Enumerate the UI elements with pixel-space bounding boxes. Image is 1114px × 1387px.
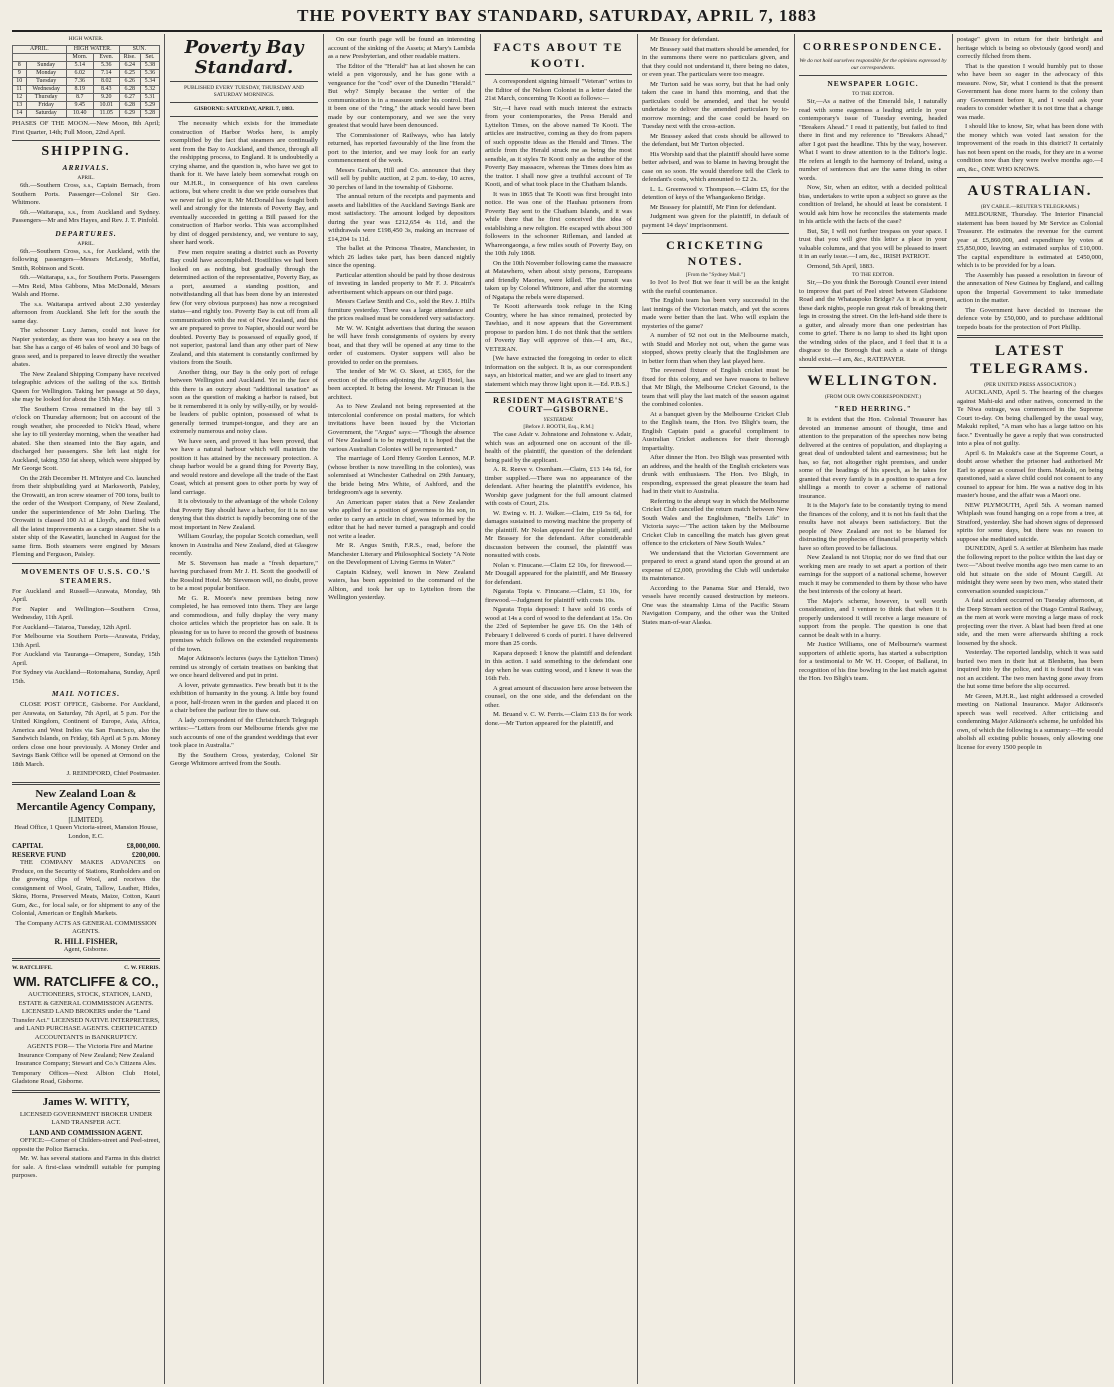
editorial-paragraph: Few men require seating a district such as Poverty Bay could have accomplished. Hostilities we had been looked on as nothing, but gradually through the determined action of the representative, Poverty Bay, as a port, assumed a standing position, and notwithstanding all that has been done by an interested few (for very obvious purposes) has now a recognised status—and rightly too. Poverty Bay is cut off from all communication with the rest of New Zealand, and this we are prepared to prove to Napier, should our word be doubted. Poverty Bay is possessed of equally good, if not superior, pastoral land than any other part of New Zealand, and this statement is constantly confirmed by visitors from the South. [170, 248, 318, 366]
loan-ad-body: THE COMPANY MAKES ADVANCES on Produce, on the Security of Stations, Runholders and on the growing clips of Wool, and receives the consignment of Wool, Grain, Tallow, Leather, Hides, Skins, Horns, Preserved Meats, Maize, Cotton, Kauri Gum, &c., for local sale, or for shipment to any of the Colonial, American or English Markets. [12, 859, 160, 917]
newspaper-logic-heading: NEWSPAPER LOGIC. [827, 79, 919, 88]
court-paragraph: Mr Brassey asked that costs should be allowed to the defendant, but Mr Turton objected. [642, 132, 789, 148]
tide-cell: 8.7 [66, 94, 93, 102]
tide-cell: Friday [26, 102, 66, 110]
letter-paragraph: Now, Sir, when an editor, with a decided political bias, undertakes to write upon a subject so grave as the condition of Ireland, he should at least be consistent. I would ask him how he reconciles the statements made in his article with the facts of the case? [799, 184, 947, 225]
cricket-paragraph: The reversed fixture of English cricket must be fixed for this colony, and we have reasons to believe that Mr Bligh, the Melbourne Cricket Ground, is the team that will play the last match of the season against the combined colonies. [642, 367, 789, 408]
tide-cell: 9.45 [66, 102, 93, 110]
news-paragraph: Mr S. Stevenson has made a "fresh departure," having purchased from Mr J. H. Scott the goodwill of the Rosslind Hotel. Mr Stevenson will, no doubt, prove to be a most popular boniface. [170, 559, 318, 592]
tide-cell: 6.02 [66, 70, 93, 78]
cricket-paragraph: According to the Panama Star and Herald, two vessels have recently caused destruction by meteors. One was the steamship Lima of the Pacific Steam Navigation Company, and the other was the United States man-of-war Alaska. [642, 584, 789, 626]
letter-paragraph: postage" given in return for their birthright and heritage which is being so obviously (good word) and correctly filched from them. [957, 36, 1103, 60]
australian-source: (BY CABLE.—REUTER'S TELEGRAMS.) [980, 204, 1080, 210]
column-7 [957, 36, 1103, 1381]
loan-ad-title: New Zealand Loan & Mercantile Agency Company, [16, 787, 156, 813]
ratcliffe-agents: AGENTS FOR— The Victoria Fire and Marine Insurance Company of New Zealand; New Zealand Insurance Company; Stewart and Co.'s Citizens Ales. [15, 1043, 157, 1067]
news-paragraph: The marriage of Lord Henry Gordon Lennox, M.P. (whose brother is now travelling in the colonies), was solemnised at Winchester Cathedral on 29th January, the bride being Mrs White, of Ashford, and the bridegroom's age is seventy. [328, 455, 475, 496]
column-divider [164, 34, 165, 1384]
tide-cell: 10.01 [93, 102, 119, 110]
tide-subheader: Morn. [66, 54, 93, 62]
to-editor: TO THE EDITOR. [851, 272, 894, 278]
tide-cell: Thursday [26, 94, 66, 102]
cricket-paragraph: Io Ivo! Io Ivo! But we fear it will be as the knight with the rueful countenance. [642, 279, 789, 295]
tide-cell: 5.29 [140, 102, 159, 110]
article-paragraph: A correspondent signing himself "Veteran" writes to the Editor of the Nelson Colonist in a letter dated the 21st March, concerning Te Kooti as follows:— [485, 78, 632, 102]
loan-ad-office: Head Office, 1 Queen Victoria-street, Mansion House, London, E.C. [14, 824, 158, 840]
departures-month: APRIL. [77, 240, 95, 247]
article-paragraph: On the 10th November following came the massacre at Matawhero, when about sixty persons, Europeans and friendly Maories, were killed. The pursuit was taken up by Colonel Whitmore, and after the storming of Ngatapa the rebels were dispersed. [485, 259, 632, 301]
tide-cell: 12 [13, 94, 27, 102]
witty-sub: LICENSED GOVERNMENT BROKER UNDER LAND TRANSFER ACT. [19, 1110, 153, 1126]
tide-cell: Sunday [26, 62, 66, 70]
shipping-heading: SHIPPING. [41, 144, 131, 159]
tide-header: APRIL. [13, 46, 67, 54]
cricket-source: [From the "Sydney Mail."] [685, 272, 746, 278]
shipping-news: The schooner Lucy James, could not leave for Napier yesterday, as there was too heavy a sea on the bar. She has a cargo of 46 bales of wool and 30 bags of grass seed, and is prepared to leave directly the weather abates. [12, 327, 160, 368]
uss-item: For Sydney via Auckland—Rotomahana, Sunday, April 15th. [12, 669, 160, 685]
court-paragraph: Ngarata Topia v. Finucane.—Claim, £1 10s, for firewood.—Judgment for plaintiff with costs 10s. [485, 588, 632, 604]
tide-subheader: Even. [93, 54, 119, 62]
wellington-paragraph: Mr Justice Williams, one of Melbourne's warmest supporters of athletic sports, has started a subscription for a testimonial to Mr W. H. Cooper, of Ballarat, in recognition of his fine bowling in the last match against the Hon. Ivo Bligh's team. [799, 641, 947, 682]
news-paragraph: William Gourlay, the popular Scotch comedian, well known in Australia and New Zealand, died at Glasgow recently. [170, 533, 318, 557]
postmaster: J. REINDFORD, Chief Postmaster. [66, 770, 160, 777]
departures-heading: DEPARTURES. [55, 228, 117, 238]
wellington-paragraph: It is evident that the Hon. Colonial Treasurer has devoted an immense amount of thought, time and attention to the preparation of the speeches now being delivered at the centres of population, and displaying a great deal of undoubted talent and earnestness; but he has, so far, not altogether right premises, and under some of the headings of his speech, as he takes for granted that every family is in a position to spare a few shillings a month to cover a scheme of national insurance. [799, 416, 947, 500]
column-1 [12, 36, 160, 1381]
arrival-item: 6th.—Southern Cross, s.s., Captain Bernach, from Southern Ports. Passenger—Colonel Sir Geo. Whitmore. [12, 182, 160, 206]
telegram-paragraph: DUNEDIN, April 5. A settler at Blenheim has made the following report to the police within the last day or two:—"About twelve months ago two men came to an old hut situate on the side of Mount Cargill. At midnight they were seen by two men, who stated their conversation sounded suspicious." [957, 545, 1103, 595]
latest-telegrams-heading: LATEST TELEGRAMS. [970, 343, 1090, 377]
letter-paragraph: That is the question I would humbly put to those who have been so eager in the advocacy of this measure. Now, Sir, what I contend is that the present Government has done more harm to the colony than any Government before it, and I would ask your readers to consider whether it is not time that a change was made. [957, 62, 1103, 121]
tide-cell: 7.14 [93, 70, 119, 78]
tide-row [13, 62, 160, 70]
column-3 [328, 36, 475, 1381]
article-paragraph: It was in 1865 that Te Kooti was first brought into notice. He was one of the Hauhau prisoners from Poverty Bay sent to the Chatham Islands, and it was while there that he first conceived the idea of establishing a new religion. He escaped with about 300 followers in the schooner Rifleman, and landed at Whareongaonga, a few miles south of Poverty Bay, on the 10th July 1868. [485, 190, 632, 257]
to-editor: TO THE EDITOR. [851, 91, 894, 97]
court-paragraph: Mr Brassey for defendant. [650, 36, 720, 43]
tide-cell: 9 [13, 70, 27, 78]
tide-cell: 5.36 [93, 62, 119, 70]
news-paragraph: As to New Zealand not being represented at the intercolonial conference on postal matters, for which invitations have been issued by the Victorian Government, the "Argus" says:—"Though the absence of New Zealand is to be regretted, it is hoped that the various Australian Colonies will be represented." [328, 403, 475, 453]
capital-value: £8,000,000. [126, 842, 160, 850]
tide-cell: 11 [13, 86, 27, 94]
paper-title: Poverty Bay Standard. [184, 37, 304, 78]
tide-row [13, 94, 160, 102]
court-paragraph: Mr Turton said he was sorry, but that he had only taken the case in hand this morning, and that the particulars could be amended, and that he would undertake to deliver the amended particulars by to-morrow morning; and the case could be heard on Tuesday next with the cross-action. [642, 80, 789, 130]
court-heading: RESIDENT MAGISTRATE'S COURT—GISBORNE. [493, 395, 624, 414]
tide-cell: 11.05 [93, 110, 119, 118]
tide-cell: 5.31 [140, 94, 159, 102]
departure-item: 6th.—Southern Cross, s.s., for Auckland, with the following passengers—Messrs McLeody, Moffat, Smith, Robinson and Scott. [12, 247, 160, 272]
editorial-paragraph: Another thing, our Bay is the only port of refuge between Wellington and Auckland. Yet in the face of this there is an outcry about "additional taxation" as soon as the question of making a harbor is raised, but be it remembered it is only by willy-nilly, or by would-be leaders of public opinion, possessed of what is generally termed trumpet-tongue, and they are an extremely numerous and noisy class. [170, 368, 318, 435]
red-herring-heading: "RED HERRING." [834, 404, 912, 413]
loan-agent-place: Agent, Gisborne. [63, 946, 109, 953]
news-paragraph: Captain Kidney, well known in New Zealand waters, has been appointed to the command of the Albion, and took her up to Lyttelton from the Wellington yesterday. [328, 568, 475, 601]
wellington-heading: WELLINGTON. [807, 373, 939, 389]
telegram-paragraph: Yesterday. The reported landslip, which it was said buried two men in their hut at Blenheim, has been inquired into by the police, and it is found that it was not an accident. The two men having gone away from the hut some time before the slip occurred. [957, 649, 1103, 690]
shipping-news: On the 26th December H. M'Intyre and Co. launched from their shipbuilding yard at Marksworth, Paisley, the Orowaiti, an iron screw steamer of 700 tons, built to the order of the Westport Company, of New Zealand, under the superintendence of Mr John Darling. The Orowaiti is classed 100 A1 at Lloyd's, and fitted with all the latest improvements as a cargo steamer. She is a sister ship of the Kawatiri, launched in August for the same firm. Both steamers were engined by Messrs Fleming and Ferguson, Paisley. [12, 474, 160, 558]
court-paragraph: M. Bruand v. C. W. Ferris.—Claim £13 8s for work done.—Mr Turton appeared for the plaintiff, and [485, 711, 632, 727]
tide-cell: 5.14 [66, 62, 93, 70]
column-4 [485, 36, 632, 1381]
column-divider [952, 34, 953, 1384]
witty-foot: Mr. W. has several stations and Farms in this district for sale. A first-class windmill suitable for pumping purposes. [12, 1155, 160, 1179]
departure-item: 6th.—Waitarapa, s.s., for Southern Ports. Passengers—Mrs Reid, Miss Gibbons, Miss McDonald, Messrs Walsh and Horne. [12, 274, 160, 298]
uss-item: For Auckland and Russell—Arawata, Monday, 9th April. [12, 587, 160, 603]
moon-phases: PHASES OF THE MOON.—New Moon, 8th April; First Quarter, 14th; Full Moon, 22nd April. [12, 120, 160, 136]
publication-note: PUBLISHED EVERY TUESDAY, THURSDAY AND SATURDAY MORNINGS. [183, 85, 305, 98]
reserve-row [12, 851, 160, 860]
tide-header: HIGH WATER. [66, 46, 119, 54]
capital-label: CAPITAL [12, 842, 43, 850]
court-paragraph: His Worship said that the plaintiff should have some better advised, and was to blame in having brought the case on so soon. He would therefore tell the Clerk to defendant's costs, which amounted to £2 2s. [642, 150, 789, 183]
tide-row [13, 110, 160, 118]
telegram-paragraph: April 6. In Makuki's case at the Supreme Court, a doubt arose whether the prisoner had authorised Mr Earl to appear as counsel for them. Makuki, on being questioned, said a slave child could not consent to any counsel to appear for him. He was a native dog in his master's house, and the affair was a Maori one. [957, 449, 1103, 499]
tide-cell: 8 [13, 62, 27, 70]
court-paragraph: A. R. Reeve v. Oxenham.—Claim, £13 14s 6d, for timber supplied.—There was no appearance of the defendant. After hearing the plaintiff's evidence, his Worship gave judgment for the full amount claimed with costs of Court, 21s. [485, 466, 632, 507]
shipping-news: The New Zealand Shipping Company have received telegraphic advices of the sailing of the s.s. British Queen for Wellington. Taking her passage at 50 days, she may be looked for about the 15th May. [12, 370, 160, 403]
tide-table [12, 45, 160, 118]
tide-cell: 5.34 [140, 78, 159, 86]
news-paragraph: Mr R. Angus Smith, F.R.S., read, before the Manchester Literary and Philosophical Society "A Note on the Development of Living Germs in Water." [328, 542, 475, 566]
tide-cell: 5.38 [140, 62, 159, 70]
uss-item: For Melbourne via Southern Ports—Arawata, Friday, 13th April. [12, 633, 160, 649]
correspondence-heading: CORRESPONDENCE. [802, 41, 944, 53]
cricket-paragraph: We understand that the Victorian Government are prepared to erect a grand stand upon the ground at an expense of £2,000, providing the Club will undertake its maintenance. [642, 549, 789, 582]
cricket-paragraph: After dinner the Hon. Ivo Bligh was presented with an address, and the health of the English cricketers was drunk with enthusiasm. The Hon. Ivo Bligh, in responding, expressed the great pleasure the team had had in their visit to Australia. [642, 454, 789, 495]
letter-paragraph: I should like to know, Sir, what has been done with the money which was voted last session for the improvement of the roads in this district? It certainly has not been spent on the roads, for they are in a worse condition now than they were twelve months ago.—I am, &c., ONE WHO KNOWS. [957, 123, 1103, 173]
tide-cell: 5.32 [140, 86, 159, 94]
tide-cell: 8.19 [66, 86, 93, 94]
arrivals-month: APRIL. [77, 175, 95, 181]
court-paragraph: L. L. Greenwood v. Thompson.—Claim £5, for the detention of keys of the Whangaokeno Bridge. [642, 185, 789, 201]
column-2 [170, 36, 318, 1381]
loan-agent-name: R. HILL FISHER, [54, 936, 118, 946]
witty-title: James W. WITTY, [42, 1095, 130, 1108]
dateline: GISBORNE: SATURDAY, APRIL 7, 1883. [194, 106, 294, 112]
news-paragraph: The annual return of the receipts and payments and assets and liabilities of the Auckland Savings Bank are most satisfactory. The amount lodged by depositors during the year was £212,654 4s 11d, and the withdrawals were £198,450 3s, making an increase of £14,204 1s 11d. [328, 193, 475, 243]
tide-cell: Saturday [26, 110, 66, 118]
tide-cell: 10 [13, 78, 27, 86]
uss-item: For Napier and Wellington—Southern Cross, Wednesday, 11th April. [12, 605, 160, 621]
cricket-heading: CRICKETING NOTES. [666, 238, 765, 268]
cricket-paragraph: At a banquet given by the Melbourne Cricket Club to the English team, the Hon. Ivo Bligh's team, the English Captain paid a graceful compliment to Australian Cricket audiences for their thorough impartiality. [642, 410, 789, 452]
letter-paragraph: But, Sir, I will not further trespass on your space. I trust that you will give this letter a place in your valuable columns, and that you will be pleased to insert it in an early issue.—I am, &c., IRISH PATRIOT. [799, 227, 947, 260]
news-paragraph: An American paper states that a New Zealander who applied for a position of governess to his son, in order to carry an article in chief, was informed by the editor that he had never turned a paragraph and could not write a leader. [328, 498, 475, 540]
column-6 [799, 36, 947, 1381]
court-paragraph: The case Adair v. Johnstone and Johnstone v. Adair, which was an adjourned one on account of the ill-health of the plaintiff, the question of the defendant being paid by the applicant. [485, 431, 632, 464]
tide-cell: Monday [26, 70, 66, 78]
wellington-paragraph: The Major's scheme, however, is well worth consideration, and I venture to think that when it is properly understood it will receive a large measure of support from the people. The question is one that cannot be dealt with in a hurry. [799, 597, 947, 639]
article-paragraph: [We have extracted the foregoing in order to elicit information on the subject. It is, as our correspondent says, an historical matter, and we are glad to insert any statement which may throw light upon it.—Ed. P.B.S.] [485, 355, 632, 388]
court-paragraph: A great amount of discussion here arose between the counsel, on the one side, and the defendant on the other. [485, 684, 632, 709]
tide-cell: 13 [13, 102, 27, 110]
article-paragraph: Sir,—I have read with much interest the extracts from your contemporaries, the Press Herald and Lyttelton Times, on the above named Te Kooti. The articles are instructive, coming as they do from papers of such opposite ideas as the Herald and Times. The article from the Herald struck me as being the most sensible, as it styles Te Kooti only as the author of the Poverty Bay massacre, whereas the Times does him as the traitor. I shall now give a truthful account of Te Kooti, and of what took place in the Chatham Islands. [485, 104, 632, 188]
uss-item: For Auckland—Taiaroa, Tuesday, 12th April. [12, 623, 132, 631]
tide-cell: 6.29 [119, 110, 140, 118]
telegram-paragraph: Mr Green, M.H.R., last night addressed a crowded meeting on National Insurance. Major Atkinson's speech was well received. After criticising and condemning Major Atkinson's scheme, he unfolded his own, of which the following is a summary:—He would abolish all existing public houses, only allowing one license for every 1500 people in [957, 692, 1103, 751]
tide-row [13, 102, 160, 110]
column-divider [323, 34, 324, 1384]
tide-cell: 9.20 [93, 94, 119, 102]
ratcliffe-title: WM. RATCLIFFE & CO., [13, 974, 159, 989]
cricket-paragraph: A number of 92 not out in the Melbourne match, with Studd and Morley not out, when the game was stopped, shows pretty clearly that the Englishmen are in better form than when they last played here. [642, 332, 789, 365]
tide-cell: 8.43 [93, 86, 119, 94]
telegram-paragraph: The Government have decided to increase the defence vote by £50,000, and to purchase additional torpedo boats for the protection of Port Phillip. [957, 306, 1103, 331]
tide-cell: 6.28 [119, 86, 140, 94]
shipping-news: The s.s. Waitarapa arrived about 2.30 yesterday afternoon from Auckland. She left for the south the same day. [12, 300, 160, 325]
tide-cell: 6.24 [119, 62, 140, 70]
mail-notice: CLOSE POST OFFICE, Gisborne. For Auckland, per Arawata, on Saturday, 7th April, at 5 p.m. For the United Kingdom, Continent of Europe, Asia, Africa, America and West Indies via San Francisco, also the Sandwich Islands, on Friday, 6th April at 5 p.m. Money orders close one hour previously. A Money Order and Savings Bank Office will be opened at Ormond on the 18th March. [12, 701, 160, 768]
court-paragraph: Kapara deposed: I know the plaintiff and defendant in this action. I said something to the defendant one day when he was cutting wood, and I knew it was the 16th Feb. [485, 649, 632, 682]
masthead-rule [12, 30, 1102, 32]
capital-row [12, 842, 160, 851]
tide-row [13, 70, 160, 78]
cricket-paragraph: Referring to the abrupt way in which the Melbourne Cricket Club cancelled the return match between New South Wales and the Englishmen, "Bell's Life" in Victoria says:—"The action taken by the Melbourne Cricket Club in cancelling the match has given great offence to the cricketers of New South Wales." [642, 497, 789, 547]
editorial-paragraph: It is obviously to the advantage of the whole Colony that Poverty Bay should have a harbor, for it is no use denying that this district is rapidly becoming one of the most important in New Zealand. [170, 498, 318, 531]
news-paragraph: The Commissioner of Railways, who has lately returned, has reported favourably of the line from the port to the interior, and we may look for an early commencement of the work. [328, 131, 475, 164]
news-paragraph: Mr W. W. Knight advertises that during the season he will have fresh consignments of oysters by every boat, and that they will be opened at any time to the order of customers. Oyster suppers will also be provided to order on the premises. [328, 324, 475, 366]
cricket-paragraph: The English team has been very successful in the last innings of the Victorian match, and yet the scores made were better than the last. Who will explain the mysteries of the game? [642, 297, 789, 330]
tide-row [13, 78, 160, 86]
tide-cell: 5.28 [140, 110, 159, 118]
tide-cell: 14 [13, 110, 27, 118]
tide-cell: 6.27 [119, 94, 140, 102]
news-paragraph: Messrs Carlaw Smith and Co., sold the Rev. J. Hill's furniture yesterday. There was a large attendance and the prices realised must be considered very satisfactory. [328, 298, 475, 322]
loan-ad-agents: The Company ACTS AS GENERAL COMMISSION AGENTS. [15, 919, 157, 935]
court-bench: [Before J. BOOTH, Esq., R.M.] [523, 424, 594, 430]
court-date: YESTERDAY. [543, 417, 574, 423]
tide-cell: 5.36 [140, 70, 159, 78]
reserve-label: RESERVE FUND [12, 850, 67, 859]
tide-body [13, 62, 160, 118]
tide-cell: 6.25 [119, 70, 140, 78]
wellington-paragraph: New Zealand is not Utopia; nor do we find that our working men are ready to set apart a portion of their earnings for the support of a national scheme, however much it may be commended to them by those who have the best interests of the colony at heart. [799, 554, 947, 595]
news-paragraph: A lover, private gymnastics. Few breath but it is the exhibition of humanity in the young. A little boy found a poor, half-frozen wren in the garden and placed it on a chair before the parlour fire to thaw out. [170, 681, 318, 714]
letter-paragraph: Sir,—As a native of the Emerald Isle, I naturally read with some eagerness a leading article in your contemporary's issue of Tuesday evening, headed "Breakers Ahead." I read it patiently, but failed to find there in first and my reference to "Breakers Ahead," after I got past the headline. This by the way, however. What I want to draw attention to is the Editor's logic. He refers at length to the harmony of Ireland, using a number of sentences that are the same thing in other words. [799, 98, 947, 182]
masthead: THE POVERTY BAY STANDARD, SATURDAY, APRIL 7, 1883 [297, 6, 817, 25]
news-paragraph: Particular attention should be paid by those desirous of investing in landed property to Mr F. J. Pitcairn's advertisement which appears on our third page. [328, 271, 475, 296]
ratcliffe-body: AUCTIONEERS, STOCK, STATION, LAND, ESTATE & GENERAL COMMISSION AGENTS. LICENSED LAND BROKERS under the "Land Transfer Act." LICENSED NATIVE INTERPRETERS, and LAND PURCHASE AGENTS. CERTIFICATED ACCOUNTANTS in BANKRUPTCY. [12, 991, 160, 1041]
witty-office: OFFICE:—Corner of Childers-street and Peel-street, opposite the Police Barracks. [12, 1137, 160, 1153]
arrival-item: 6th.—Waitarapa, s.s., from Auckland and Sydney. Passengers—Mr and Mrs Hayes, and Rev. J. T. Pinfold. [12, 208, 160, 224]
ratcliffe-offices: Temporary Offices—Next Albion Club Hotel, Gladstone Road, Gisborne. [12, 1069, 160, 1085]
mail-heading: MAIL NOTICES. [51, 689, 121, 698]
tide-header: SUN. [119, 46, 159, 54]
column-divider [794, 34, 795, 1384]
news-paragraph: Mr G. R. Moore's new premises being now completed, he has removed into them. They are large and commodious, and fully display the very many choice articles which the proprietor has on sale. It is pleasing for us to have to record the growth of business premises which follows on the extended requirements of the town. [170, 594, 318, 653]
tide-subheader [13, 54, 67, 62]
telegram-paragraph: A fatal accident occurred on Tuesday afternoon, at the Deep Stream section of the Otago Central Railway, as the men at work were moving a large mass of rock projecting over the river. A blast had been fired at one side, and the men were afterwards shifting a rock loosened by the shock. [957, 597, 1103, 647]
wellington-paragraph: It is the Major's fate to be constantly trying to mend the finances of the colony, and it is not his fault that the results have not always been satisfactory. But the people of New Zealand are not to be blamed for distrusting the prophecies of financial prosperity which have so often proved to be fallacious. [799, 502, 947, 552]
news-paragraph: By the Southern Cross, yesterday, Colonel Sir George Whitmore arrived from the South. [170, 751, 318, 767]
news-paragraph: The Editor of the "Herald" has at last shown he can wield a pen vigorously, and he has gone with a vengeance for the "cod" over of the Dunedin "Herald." But why? Simply because the writer of the communication is in a measure under his control. Had it been one of the "ring," the attack would have been made by our contemporary, and we see the very greatest that would have been denounced. [328, 62, 475, 129]
latest-source: (PER UNITED PRESS ASSOCIATION.) [984, 382, 1076, 388]
tide-cell: 7.36 [66, 78, 93, 86]
shipping-news: The Southern Cross remained in the bay till 3 o'clock on Thursday afternoon; but on account of the rough weather, she proceeded to Nick's Head, where she lay to till yesterday morning, when the weather had abated. She then steamed into the Bay again, and discharged her passengers. She left last night for Auckland, taking 350 fat sheep, which were shipped by Mr George Scott. [12, 405, 160, 472]
telegram-paragraph: The Assembly has passed a resolution in favour of the annexation of New Guinea by England, and calling upon the Imperial Government to take immediate action in the matter. [957, 271, 1103, 304]
tide-cell: 6.28 [119, 102, 140, 110]
letter-paragraph: Sir,—Do you think the Borough Council ever intend to improve that part of Peel street between Gladstone Road and the Whataupoko Bridge? As it is at present, these dark nights, people run great risk of breaking their legs in crossing the street. On the left-hand side there is a gutter, and already more than one pedestrian has come to grief. There is no lamp to shed its light upon the winding sides of the place, and I feel that it is a disgrace to the Borough that such a state of things should exist.—I am, &c., RATEPAYER. [799, 279, 947, 363]
tide-row [13, 86, 160, 94]
arrivals-heading: ARRIVALS. [62, 163, 110, 172]
australian-heading: AUSTRALIAN. [967, 183, 1093, 199]
news-paragraph: A lady correspondent of the Christchurch Telegraph writes:—"Letters from our Melbourne friends give me such accounts of one of the grandest weddings that ever took place in Australia." [170, 716, 318, 749]
article-paragraph: Te Kooti afterwards took refuge in the King Country, where he has since remained, protected by Tawhiao, and it now appears that the Government propose to pardon him. I do not think that the settlers of Poverty Bay will approve of this.—I am, &c., VETERAN. [485, 303, 632, 353]
uss-item: For Auckland via Tauranga—Omapere, Sunday, 15th April. [12, 651, 160, 667]
tide-cell: Wednesday [26, 86, 66, 94]
telegram-paragraph: NEW PLYMOUTH, April 5th. A woman named Whiplash was found hanging on a rope from a tree, at Stratford, yesterday. She had shown signs of depressed spirits for some days, but there was no reason to suppose she meditated suicide. [957, 501, 1103, 543]
ratcliffe-name: C. W. FERRIS. [124, 964, 160, 971]
telegram-paragraph: MELBOURNE, Thursday. The Interior Financial statement has been issued by Mr Service as Colonial Treasurer. He estimates the revenue for the current year at £5,860,000, and expenditure by votes at £5,850,000, leaving an estimated surplus of £10,000. The capital expenditure is estimated at £450,000, which is to be provided for by a loan. [957, 211, 1103, 269]
column-divider [480, 34, 481, 1384]
news-paragraph: Major Atkinson's lectures (says the Lyttelton Times) remind us strongly of certain treatises on banking that we once heard delivered and put in print. [170, 655, 318, 679]
ratcliffe-name: W. RATCLIFFE. [12, 964, 53, 971]
loan-ad-limited: [LIMITED]. [68, 815, 104, 824]
court-paragraph: Mr Brassey said that matters should be amended, for in the summons there were no particulars given, and that they could not understand it, there being no dates, or even year. The particulars were too meagre. [642, 45, 789, 78]
tide-subheader: Set. [140, 54, 159, 62]
te-kooti-heading: FACTS ABOUT TE KOOTI. [493, 40, 624, 70]
ratcliffe-names [12, 964, 160, 973]
witty-line: LAND AND COMMISSION AGENT. [29, 1128, 143, 1137]
editorial-paragraph: The necessity which exists for the immediate construction of Harbor Works here, is amply exemplified by the fact that steamers are continually sent from the Bay to Auckland, and thence, through all the reshipping process, to England. It is undoubtedly a crying shame, and the question is, who have we got to thank for it. We have lately been somewhat rough on our M.H.R., in consequence of his own careless actions, but where credit is due we pride ourselves that we never fail to give it. Mr McDonald has fought both well and strongly for the interests of Poverty Bay, and eventually succeeded in getting a Bill passed for the construction of Harbor works. This was accomplished by dint of dogged persistency, and, we venture to say, sheer hard work. [170, 120, 318, 246]
court-paragraph: Ngarata Topia deposed: I have sold 16 cords of wood at 14s a cord of wood to the defendant at 15s. On the 23rd of September he gave £6. On the 14th of February I delivered 6 cords of puriri. I have delivered more than 25 cords. [485, 606, 632, 647]
reserve-value: £200,000. [132, 850, 160, 859]
court-paragraph: Mr Brassey for plaintiff, Mr Finn for defendant. [650, 203, 777, 211]
correspondence-note: We do not hold ourselves responsible for the opinions expressed by our correspondents. [799, 58, 947, 71]
tide-cell: 6.26 [119, 78, 140, 86]
news-paragraph: The ballet at the Princess Theatre, Manchester, in which 26 ladies take part, has been danced nightly since the opening. [328, 245, 475, 269]
column-divider [637, 34, 638, 1384]
letter-paragraph: Ormond, 5th April, 1883. [807, 262, 875, 270]
tide-title: HIGH WATER. [68, 36, 104, 42]
news-paragraph: The tender of Mr W. O. Skeet, at £365, for the erection of the offices adjoining the Argyll Hotel, has been accepted. It being the lowest. Mr Finucan is the architect. [328, 368, 475, 401]
court-paragraph: Nolan v. Finucane.—Claim £2 10s, for firewood.—Mr Dougall appeared for the plaintiff, and Mr Brassey for defendant. [485, 561, 632, 586]
column-5 [642, 36, 789, 1381]
tide-cell: Tuesday [26, 78, 66, 86]
uss-heading: MOVEMENTS OF U.S.S. CO.'S STEAMERS. [21, 566, 151, 585]
tide-cell: 8.02 [93, 78, 119, 86]
wellington-source: (FROM OUR OWN CORRESPONDENT.) [824, 394, 922, 400]
tide-subheader: Rise. [119, 54, 140, 62]
court-paragraph: W. Ewing v. H. J. Walker.—Claim, £19 5s 6d, for damages sustained to mowing machine the property of the plaintiff. Mr Nolan appeared for the plaintiff, and Mr Brassey for the defendant. After considerable discussion between the counsel, the plaintiff was nonsuited with costs. [485, 509, 632, 559]
editorial-paragraph: We have seen, and proved it has been proved, that we have a natural harbour which will maintain the position it has attained by the necessary protection. A cheap harbor would be a grand thing for Poverty Bay, and would restore and develope all the trade of the East Coast, which at present goes to other ports by way of land carriage. [170, 437, 318, 496]
telegram-paragraph: AUCKLAND, April 5. The hearing of the charges against Mahi-uki and other natives, concerned in the Te Niwa outrage, was commenced in the Supreme Court to-day. On being challenged by the usual way, Makuki replied, "A man who has a large tattoo on his face." Eventually he gave a reply that was constructed into a plea of not guilty. [957, 389, 1103, 447]
tide-cell: 10.40 [66, 110, 93, 118]
news-paragraph: On our fourth page will be found an interesting account of the sinking of the Assets; at Mary's Lambda as a new Presbyterian, and other readable matters. [328, 36, 475, 60]
court-paragraph: Judgment was given for the plaintiff, in default of payment 14 days' imprisonment. [642, 213, 789, 229]
news-paragraph: Messrs Graham, Hill and Co. announce that they will sell by public auction, at 2 p.m. to-day, 10 acres, 30 perches of land in the township of Gisborne. [328, 166, 475, 191]
